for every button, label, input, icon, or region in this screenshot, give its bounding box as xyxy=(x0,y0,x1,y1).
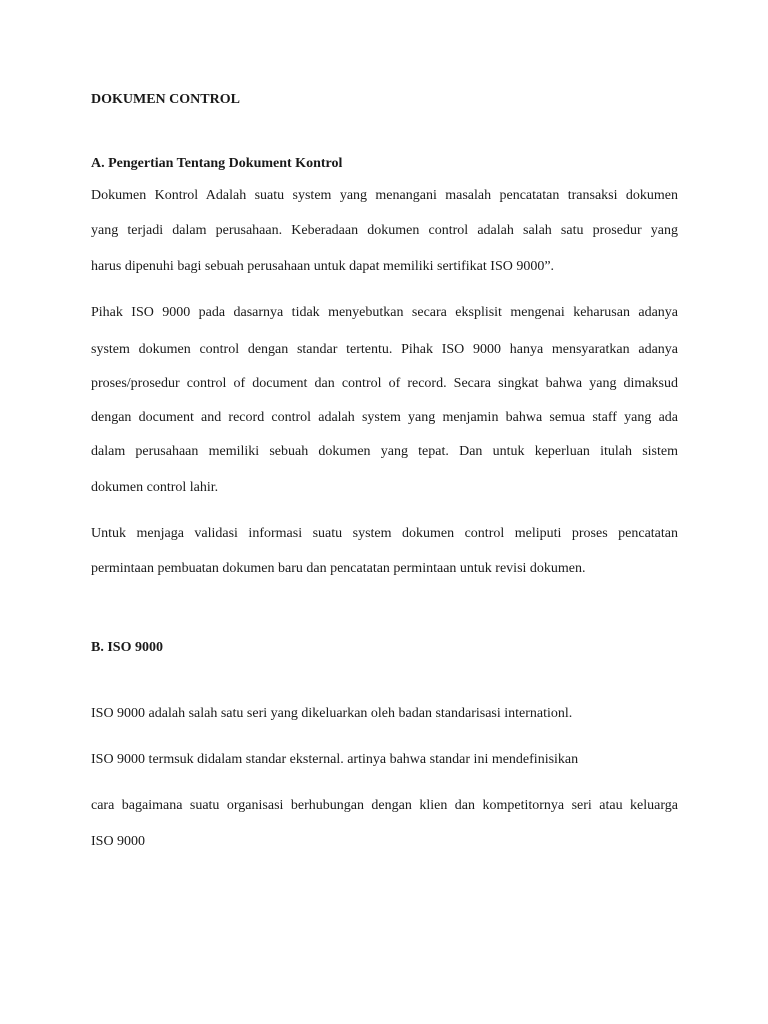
document-title: DOKUMEN CONTROL xyxy=(91,92,240,107)
paragraph-line: Dokumen Kontrol Adalah suatu system yang menangani masalah pencatatan transaksi dokumen xyxy=(91,188,678,203)
paragraph-line: dalam perusahaan memiliki sebuah dokumen yang tepat. Dan untuk keperluan itulah sistem xyxy=(91,444,678,459)
section-b-heading: B. ISO 9000 xyxy=(91,640,163,655)
paragraph-line: Untuk menjaga validasi informasi suatu system dokumen control meliputi proses pencatatan xyxy=(91,526,678,541)
paragraph-line: Pihak ISO 9000 pada dasarnya tidak menyebutkan secara eksplisit mengenai keharusan adanya xyxy=(91,305,678,320)
paragraph-line: harus dipenuhi bagi sebuah perusahaan untuk dapat memiliki sertifikat ISO 9000”. xyxy=(91,259,555,274)
paragraph-line: permintaan pembuatan dokumen baru dan pencatatan permintaan untuk revisi dokumen. xyxy=(91,561,586,576)
paragraph-line: proses/prosedur control of document dan control of record. Secara singkat bahwa yang dimaksud xyxy=(91,376,678,391)
paragraph-line: ISO 9000 xyxy=(91,834,146,849)
paragraph-line: dokumen control lahir. xyxy=(91,480,219,495)
paragraph-line: dengan document and record control adalah system yang menjamin bahwa semua staff yang ada xyxy=(91,410,678,425)
paragraph-line: ISO 9000 termsuk didalam standar eksternal. artinya bahwa standar ini mendefinisikan xyxy=(91,752,579,767)
paragraph-line: yang terjadi dalam perusahaan. Keberadaan dokumen control adalah salah satu prosedur yang xyxy=(91,223,678,238)
paragraph-line: ISO 9000 adalah salah satu seri yang dikeluarkan oleh badan standarisasi internationl. xyxy=(91,706,573,721)
paragraph-line: cara bagaimana suatu organisasi berhubungan dengan klien dan kompetitornya seri atau keluarga xyxy=(91,798,678,813)
section-a-heading: A. Pengertian Tentang Dokument Kontrol xyxy=(91,156,343,171)
paragraph-line: system dokumen control dengan standar tertentu. Pihak ISO 9000 hanya mensyaratkan adanya xyxy=(91,342,678,357)
